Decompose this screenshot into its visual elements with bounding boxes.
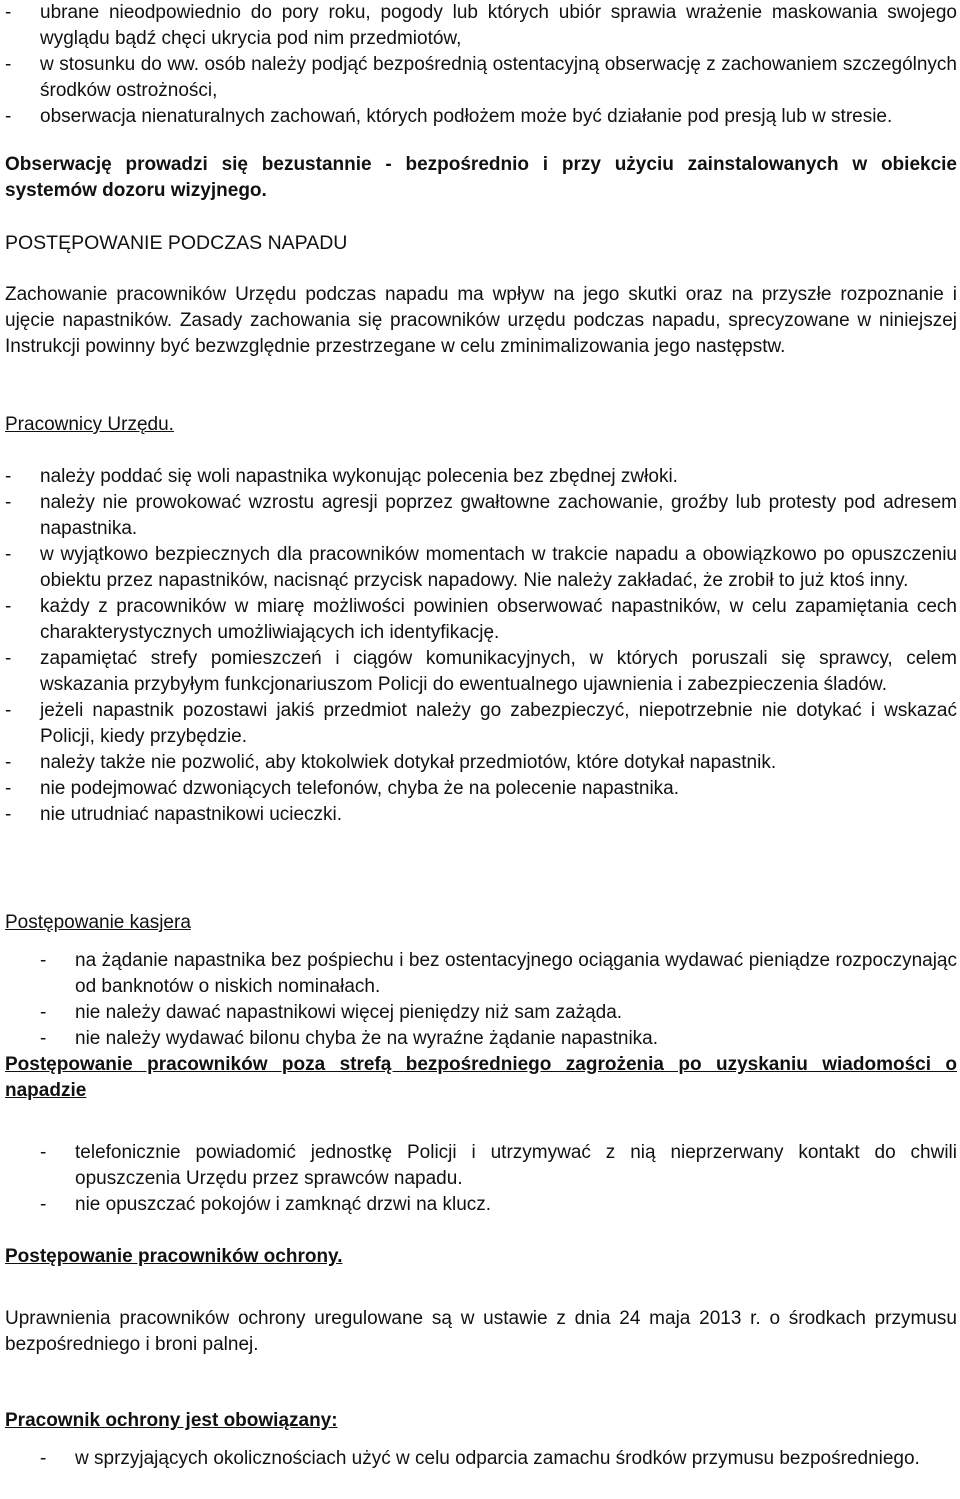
obligated-heading: Pracownik ochrony jest obowiązany: xyxy=(5,1410,338,1431)
list-item xyxy=(40,1446,957,1472)
list-item xyxy=(40,948,957,1000)
list-item-text: nie podejmować dzwoniących telefonów, chyba że na polecenie napastnika. xyxy=(40,778,680,799)
list-dash: - xyxy=(40,1448,47,1469)
list-item-text: każdy z pracowników w miarę możliwości powinien obserwować napastników, w celu zapamiętania cech charakterystycznych umożliwiających ich identyfikację. xyxy=(40,596,957,643)
list-item-text: nie utrudniać napastnikowi ucieczki. xyxy=(40,804,343,825)
list-item xyxy=(5,542,957,594)
cashier-list xyxy=(40,948,957,1052)
list-dash: - xyxy=(40,1002,47,1023)
list-dash: - xyxy=(40,1142,47,1163)
list-dash: - xyxy=(5,54,12,75)
list-item-text: w wyjątkowo bezpiecznych dla pracowników momentach w trakcie napadu a obowiązkowo po opuszczeniu obiektu przez napastników, nacisnąć przycisk napadowy. Nie należy zakładać, że zrobił to już ktoś inny. xyxy=(40,544,957,591)
list-item-text: nie należy dawać napastnikowi więcej pieniędzy niż sam zażąda. xyxy=(75,1002,623,1023)
list-dash: - xyxy=(5,778,12,799)
list-item xyxy=(5,750,957,776)
security-paragraph: Uprawnienia pracowników ochrony uregulowane są w ustawie z dnia 24 maja 2013 r. o środkach przymusu bezpośredniego i broni palnej. xyxy=(5,1308,957,1355)
list-item-text: w stosunku do ww. osób należy podjąć bezpośrednią ostentacyjną obserwację z zachowaniem szczególnych środków ostrożności, xyxy=(40,54,957,101)
list-dash: - xyxy=(40,950,47,971)
list-dash: - xyxy=(40,1194,47,1215)
list-item-text: ubrane nieodpowiednio do pory roku, pogody lub których ubiór sprawia wrażenie maskowania swojego wyglądu bądź chęci ukrycia pod nim przedmiotów, xyxy=(40,2,957,49)
list-item xyxy=(5,490,957,542)
section-title: POSTĘPOWANIE PODCZAS NAPADU xyxy=(5,232,348,254)
list-item-text: nie opuszczać pokojów i zamknąć drzwi na klucz. xyxy=(75,1194,492,1215)
list-item xyxy=(40,1000,957,1026)
list-item-text: nie należy wydawać bilonu chyba że na wyraźne żądanie napastnika. xyxy=(75,1028,659,1049)
list-item-text: w sprzyjających okolicznościach użyć w celu odparcia zamachu środków przymusu bezpośredniego. xyxy=(75,1448,920,1469)
list-item-text: należy także nie pozwolić, aby ktokolwiek dotykał przedmiotów, które dotykał napastnik. xyxy=(40,752,777,773)
list-dash: - xyxy=(5,2,12,23)
list-item-text: zapamiętać strefy pomieszczeń i ciągów komunikacyjnych, w których poruszali się sprawcy, celem wskazania przybyłym funkcjonariuszom Policji do ewentualnego ujawnienia i zabezpieczenia śladów. xyxy=(40,648,957,695)
list-dash: - xyxy=(5,700,12,721)
list-dash: - xyxy=(5,804,12,825)
list-item xyxy=(40,1140,957,1192)
list-item-text: telefonicznie powiadomić jednostkę Policji i utrzymywać z nią nieprzerwany kontakt do chwili opuszczenia Urzędu przez sprawców napadu. xyxy=(75,1142,957,1189)
outside-zone-list xyxy=(40,1140,957,1218)
list-dash: - xyxy=(5,492,12,513)
list-dash: - xyxy=(40,1028,47,1049)
list-dash: - xyxy=(5,752,12,773)
list-item-text: na żądanie napastnika bez pośpiechu i bez ostentacyjnego ociągania wydawać pieniądze rozpoczynając od banknotów o niskich nominałach. xyxy=(75,950,957,997)
security-heading: Postępowanie pracowników ochrony. xyxy=(5,1246,343,1267)
list-item xyxy=(5,0,957,52)
outside-zone-heading: Postępowanie pracowników poza strefą bezpośredniego zagrożenia po uzyskaniu wiadomości o napadzie xyxy=(5,1054,957,1101)
list-item xyxy=(5,698,957,750)
top-list xyxy=(5,0,957,130)
list-item xyxy=(5,802,957,828)
list-item xyxy=(5,646,957,698)
list-item-text: należy poddać się woli napastnika wykonując polecenia bez zbędnej zwłoki. xyxy=(40,466,678,487)
list-item-text: jeżeli napastnik pozostawi jakiś przedmiot należy go zabezpieczyć, niepotrzebnie nie dotykać i wskazać Policji, kiedy przybędzie. xyxy=(40,700,957,747)
list-item xyxy=(40,1026,957,1052)
observation-note: Obserwację prowadzi się bezustannie - bezpośrednio i przy użyciu zainstalowanych w obiekcie systemów dozoru wizyjnego. xyxy=(5,154,957,201)
list-item xyxy=(5,52,957,104)
list-item xyxy=(40,1192,957,1218)
list-item xyxy=(5,464,957,490)
employees-list xyxy=(5,464,957,828)
list-dash: - xyxy=(5,648,12,669)
list-dash: - xyxy=(5,466,12,487)
list-dash: - xyxy=(5,596,12,617)
list-item xyxy=(5,594,957,646)
intro-paragraph: Zachowanie pracowników Urzędu podczas napadu ma wpływ na jego skutki oraz na przyszłe rozpoznanie i ujęcie napastników. Zasady zachowania się pracowników urzędu podczas napadu, sprecyzowane w niniejszej Instrukcji powinny być bezwzględnie przestrzegane w celu zminimalizowania jego następstw. xyxy=(5,284,957,357)
list-item xyxy=(5,776,957,802)
list-item-text: należy nie prowokować wzrostu agresji poprzez gwałtowne zachowanie, groźby lub protesty pod adresem napastnika. xyxy=(40,492,957,539)
list-dash: - xyxy=(5,544,12,565)
list-dash: - xyxy=(5,106,12,127)
list-item-text: obserwacja nienaturalnych zachowań, których podłożem może być działanie pod presją lub w stresie. xyxy=(40,106,893,127)
list-item xyxy=(5,104,957,130)
obligated-list xyxy=(40,1446,957,1472)
cashier-heading: Postępowanie kasjera xyxy=(5,912,191,933)
employees-heading: Pracownicy Urzędu. xyxy=(5,414,174,435)
